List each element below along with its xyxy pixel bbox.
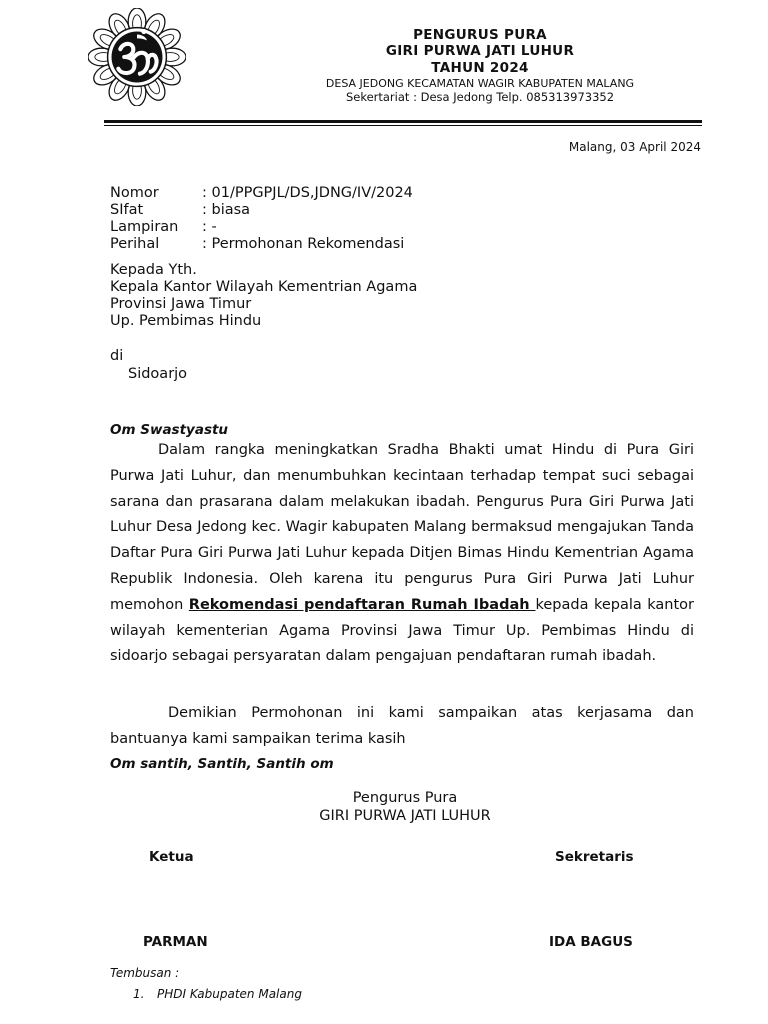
letterhead-address: DESA JEDONG KECAMATAN WAGIR KABUPATEN MALANG: [325, 77, 635, 90]
letterhead-divider-thick: [104, 120, 702, 123]
meta-label: Lampiran: [110, 219, 179, 235]
meta-value: : -: [202, 219, 217, 235]
recipient-line: Up. Pembimas Hindu: [110, 313, 262, 329]
letterhead-year: TAHUN 2024: [431, 60, 529, 76]
tembusan-label: Tembusan :: [110, 966, 180, 980]
recipient-city: Sidoarjo: [128, 366, 188, 382]
recipient-block: [110, 262, 417, 330]
body-text: kepada kepala kantor wilayah kementerian Agama Provinsi Jawa Timur Up. Pembimas Hindu di sidoarjo sebagai persyaratan dalam pengajuan pendaftaran rumah ibadah.: [110, 596, 695, 665]
signature-org-line: GIRI PURWA JATI LUHUR: [319, 808, 491, 824]
signature-org-line: Pengurus Pura: [352, 790, 458, 806]
tembusan-item-text: PHDI Kabupaten Malang: [157, 987, 302, 1001]
recipient-line: Kepada Yth.: [110, 262, 197, 278]
meta-value: : Permohonan Rekomendasi: [202, 236, 405, 252]
signature-left-name: PARMAN: [143, 934, 208, 950]
meta-label: Nomor: [110, 185, 159, 201]
greeting: Om Swastyastu: [110, 422, 229, 438]
meta-row-perihal: [110, 237, 404, 252]
body-emphasis: Rekomendasi pendaftaran Rumah Ibadah: [188, 596, 536, 613]
tembusan-item: [133, 987, 302, 1001]
signature-right-name: IDA BAGUS: [549, 934, 633, 950]
signature-organization: [205, 789, 605, 825]
meta-row-lampiran: [110, 220, 217, 235]
tembusan-item-number: 1.: [133, 987, 145, 1001]
meta-value: : biasa: [202, 202, 251, 218]
meta-label: SIfat: [110, 202, 144, 218]
recipient-line: Kepala Kantor Wilayah Kementrian Agama: [110, 279, 418, 295]
signature-right-title: Sekretaris: [555, 849, 634, 865]
closing-greeting: Om santih, Santih, Santih om: [110, 756, 334, 772]
letterhead-organization: PENGURUS PURA: [413, 27, 547, 43]
letterhead-contact: Sekertariat : Desa Jedong Telp. 085313973352: [345, 90, 615, 104]
letter-date: Malang, 03 April 2024: [568, 140, 701, 154]
meta-value: : 01/PPGPJL/DS,JDNG/IV/2024: [202, 185, 413, 201]
letterhead-divider-thin: [104, 125, 702, 126]
meta-row-sifat: [110, 203, 250, 218]
signature-left-title: Ketua: [149, 849, 194, 865]
om-symbol-lotus-icon: [88, 8, 186, 106]
recipient-di: di: [110, 348, 124, 364]
letterhead-temple-name: GIRI PURWA JATI LUHUR: [385, 43, 575, 59]
body-paragraph-1: [110, 438, 694, 670]
meta-row-nomor: [110, 186, 413, 201]
meta-label: Perihal: [110, 236, 160, 252]
body-text: Dalam rangka meningkatkan Sradha Bhakti umat Hindu di Pura Giri Purwa Jati Luhur, dan menumbuhkan kecintaan terhadap tempat suci sebagai sarana dan prasarana dalam melakukan ibadah. Pengurus Pura Giri Purwa Jati Luhur Desa Jedong kec. Wagir kabupaten Malang bermaksud mengajukan Tanda Daftar Pura Giri Purwa Jati Luhur kepada Ditjen Bimas Hindu Kementrian Agama Republik Indonesia. Oleh karena itu pengurus Pura Giri Purwa Jati Luhur memohon: [110, 442, 694, 613]
body-paragraph-2: Demikian Permohonan ini kami sampaikan atas kerjasama dan bantuanya kami sampaikan terima kasih: [110, 705, 694, 747]
recipient-line: Provinsi Jawa Timur: [110, 296, 252, 312]
